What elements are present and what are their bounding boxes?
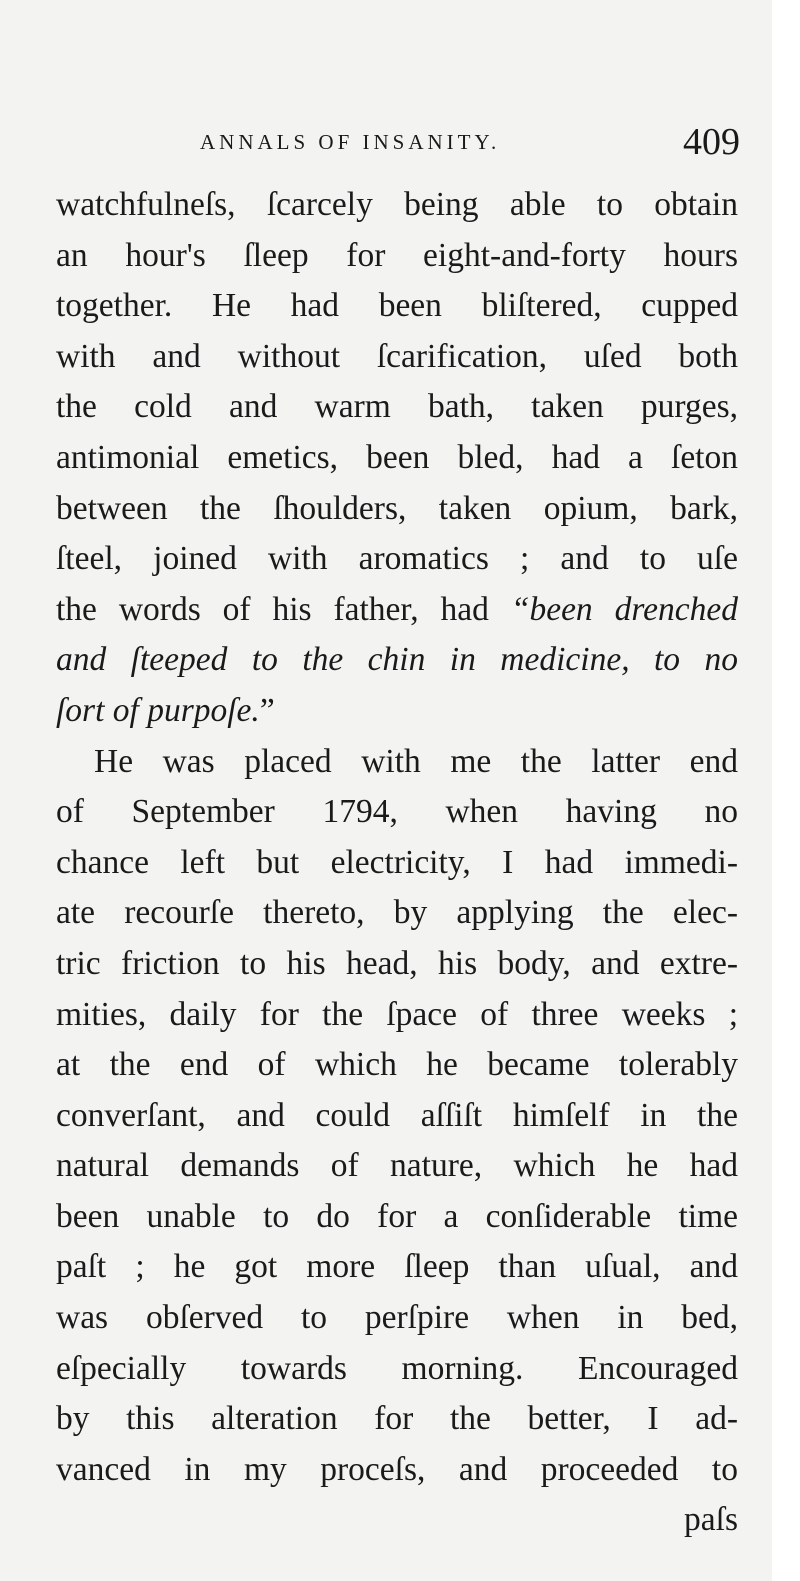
- paragraph-2-line: at the end of which he became tolerably: [56, 1046, 738, 1084]
- paragraph-2-line: natural demands of nature, which he had: [56, 1147, 738, 1185]
- quote-line-1: [56, 585, 738, 636]
- quote-roman: the words of his father, had: [56, 590, 511, 628]
- body-text: [56, 180, 738, 1546]
- running-head: [200, 121, 740, 164]
- text-line: together. He had been bliſtered, cupped: [56, 287, 738, 325]
- paragraph-2-line: was obſerved to perſpire when in bed,: [56, 1299, 738, 1337]
- paragraph-2-line: ate recourſe thereto, by applying the elec-: [56, 894, 738, 932]
- quote-line-2: and ſteeped to the chin in medicine, to no: [56, 641, 738, 679]
- running-title: ANNALS OF INSANITY.: [200, 130, 501, 154]
- text-line: between the ſhoulders, taken opium, bark,: [56, 489, 738, 527]
- text-line: the cold and warm bath, taken purges,: [56, 388, 738, 426]
- paragraph-2-line: vanced in my proceſs, and proceeded to: [56, 1450, 738, 1488]
- paragraph-2-line: paſt ; he got more ſleep than uſual, and: [56, 1248, 738, 1286]
- quote-italic: “been drenched: [510, 590, 738, 628]
- page-margin-edge: [772, 0, 800, 1581]
- quote-line-3: [56, 686, 738, 737]
- paragraph-2-line: chance left but electricity, I had immedi-: [56, 843, 738, 881]
- text-line: antimonial emetics, been bled, had a ſeton: [56, 438, 738, 476]
- paragraph-2-line: mities, daily for the ſpace of three weeks ;: [56, 995, 738, 1033]
- page-number: 409: [683, 121, 740, 163]
- paragraph-2-line: of September 1794, when having no: [56, 793, 738, 831]
- quote-italic-end: ſort of purpoſe.: [56, 691, 260, 729]
- paragraph-2-line: eſpecially towards morning. Encouraged: [56, 1349, 738, 1387]
- paragraph-2-line: tric friction to his head, his body, and extre-: [56, 944, 738, 982]
- catchword: paſs: [684, 1501, 738, 1539]
- text-line: with and without ſcarification, uſed both: [56, 337, 738, 375]
- paragraph-2-line: converſant, and could aſſiſt himſelf in the: [56, 1096, 738, 1134]
- quote-close-mark: ”: [259, 691, 275, 729]
- paragraph-2-line: by this alteration for the better, I ad-: [56, 1400, 738, 1438]
- paragraph-2-line: He was placed with me the latter end: [94, 742, 738, 780]
- text-line: watchfulneſs, ſcarcely being able to obtain: [56, 186, 738, 223]
- text-line: an hour's ſleep for eight-and-forty hours: [56, 236, 738, 274]
- text-line: ſteel, joined with aromatics ; and to uſe: [56, 540, 738, 578]
- paragraph-2-line: been unable to do for a conſiderable time: [56, 1197, 738, 1235]
